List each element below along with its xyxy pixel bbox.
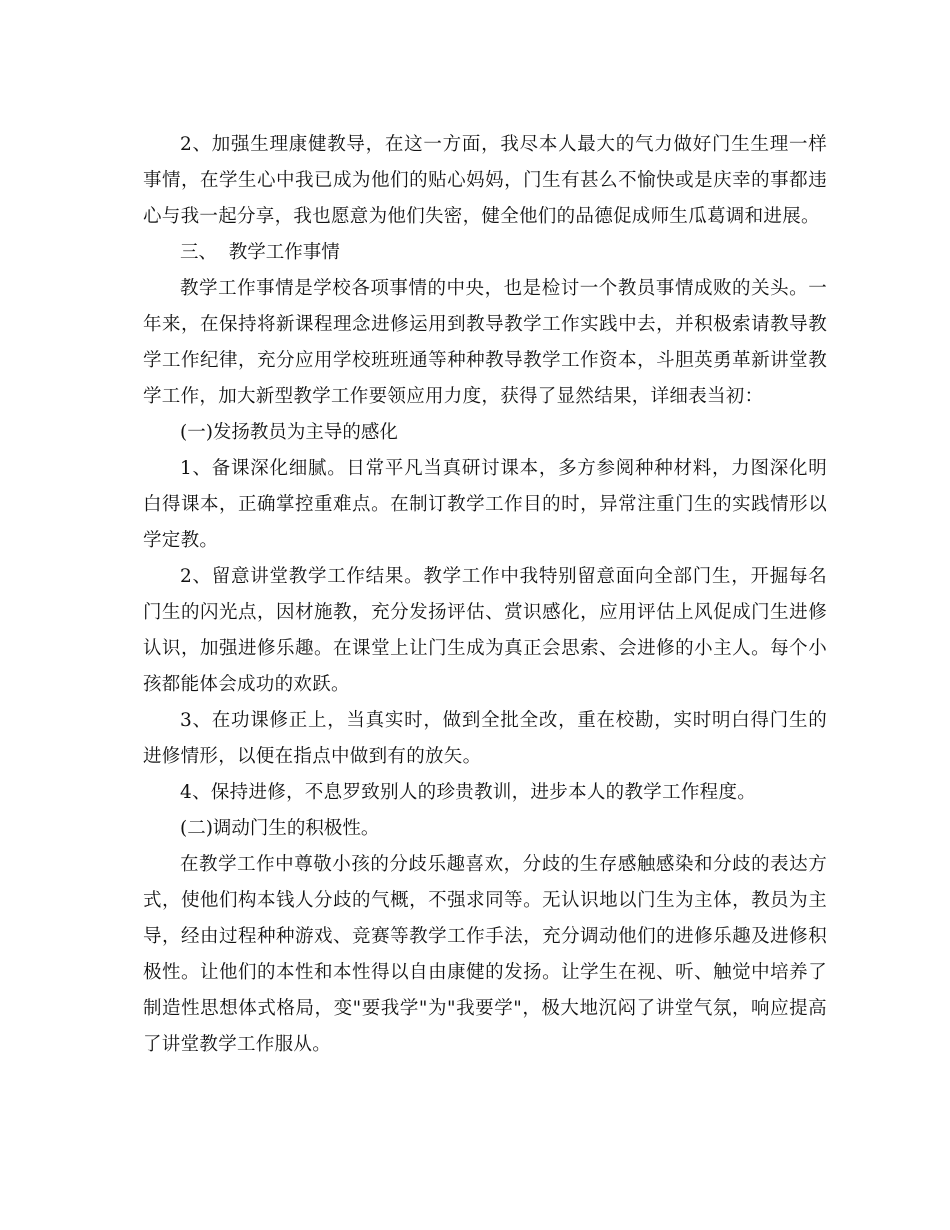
paragraph-physiology-guidance: 2、加强生理康健教导，在这一方面，我尽本人最大的气力做好门生生理一样事情，在学生心中我已成为他们的贴心妈妈，门生有甚么不愉快或是庆幸的事都违心与我一起分享，我也愿意为他们失密，健全他们的品德促成师生瓜葛调和进展。 xyxy=(143,134,827,227)
subheading-student-motivation: (二)调动门生的积极性。 xyxy=(180,818,380,839)
section-heading-teaching-work: 三、 教学工作事情 xyxy=(180,242,340,263)
paragraph-continued-learning: 4、保持进修，不息罗致别人的珍贵教训，进步本人的教学工作程度。 xyxy=(180,782,757,803)
paragraph-teaching-overview: 教学工作事情是学校各项事情的中央，也是检讨一个教员事情成败的关头。一年来，在保持将新课程理念进修运用到教导教学工作实践中去，并积极索请教导教学工作纪律，充分应用学校班班通等种种教导教学工作资本，斗胆英勇革新讲堂教学工作，加大新型教学工作要领应用力度，获得了显然结果，详细表当初： xyxy=(143,278,827,407)
paragraph-homework-correction: 3、在功课修正上，当真实时，做到全批全改，重在校勘，实时明白得门生的进修情形，以便在指点中做到有的放矢。 xyxy=(143,710,827,767)
subheading-teacher-leading-role: (一)发扬教员为主导的感化 xyxy=(180,422,398,443)
paragraph-student-interest: 在教学工作中尊敬小孩的分歧乐趣喜欢，分歧的生存感触感染和分歧的表达方式，使他们构本钱人分歧的气概，不强求同等。无认识地以门生为主体，教员为主导，经由过程种种游戏、竞赛等教学工作手法，充分调动他们的进修乐趣及进修积极性。让他们的本性和本性得以自由康健的发扬。让学生在视、听、触觉中培养了制造性思想体式格局，变"要我学"为"我要学"，极大地沉闷了讲堂气氛，响应提高了讲堂教学工作服从。 xyxy=(143,854,827,1055)
paragraph-lesson-preparation: 1、备课深化细腻。日常平凡当真研讨课本，多方参阅种种材料，力图深化明白得课本，正确掌控重难点。在制订教学工作目的时，异常注重门生的实践情形以学定教。 xyxy=(143,458,827,551)
document-page xyxy=(143,127,827,1063)
paragraph-classroom-results: 2、留意讲堂教学工作结果。教学工作中我特别留意面向全部门生，开掘每名门生的闪光点，因材施教，充分发扬评估、赏识感化，应用评估上风促成门生进修认识，加强进修乐趣。在课堂上让门生成为真正会思索、会进修的小主人。每个小孩都能体会成功的欢跃。 xyxy=(143,566,827,695)
